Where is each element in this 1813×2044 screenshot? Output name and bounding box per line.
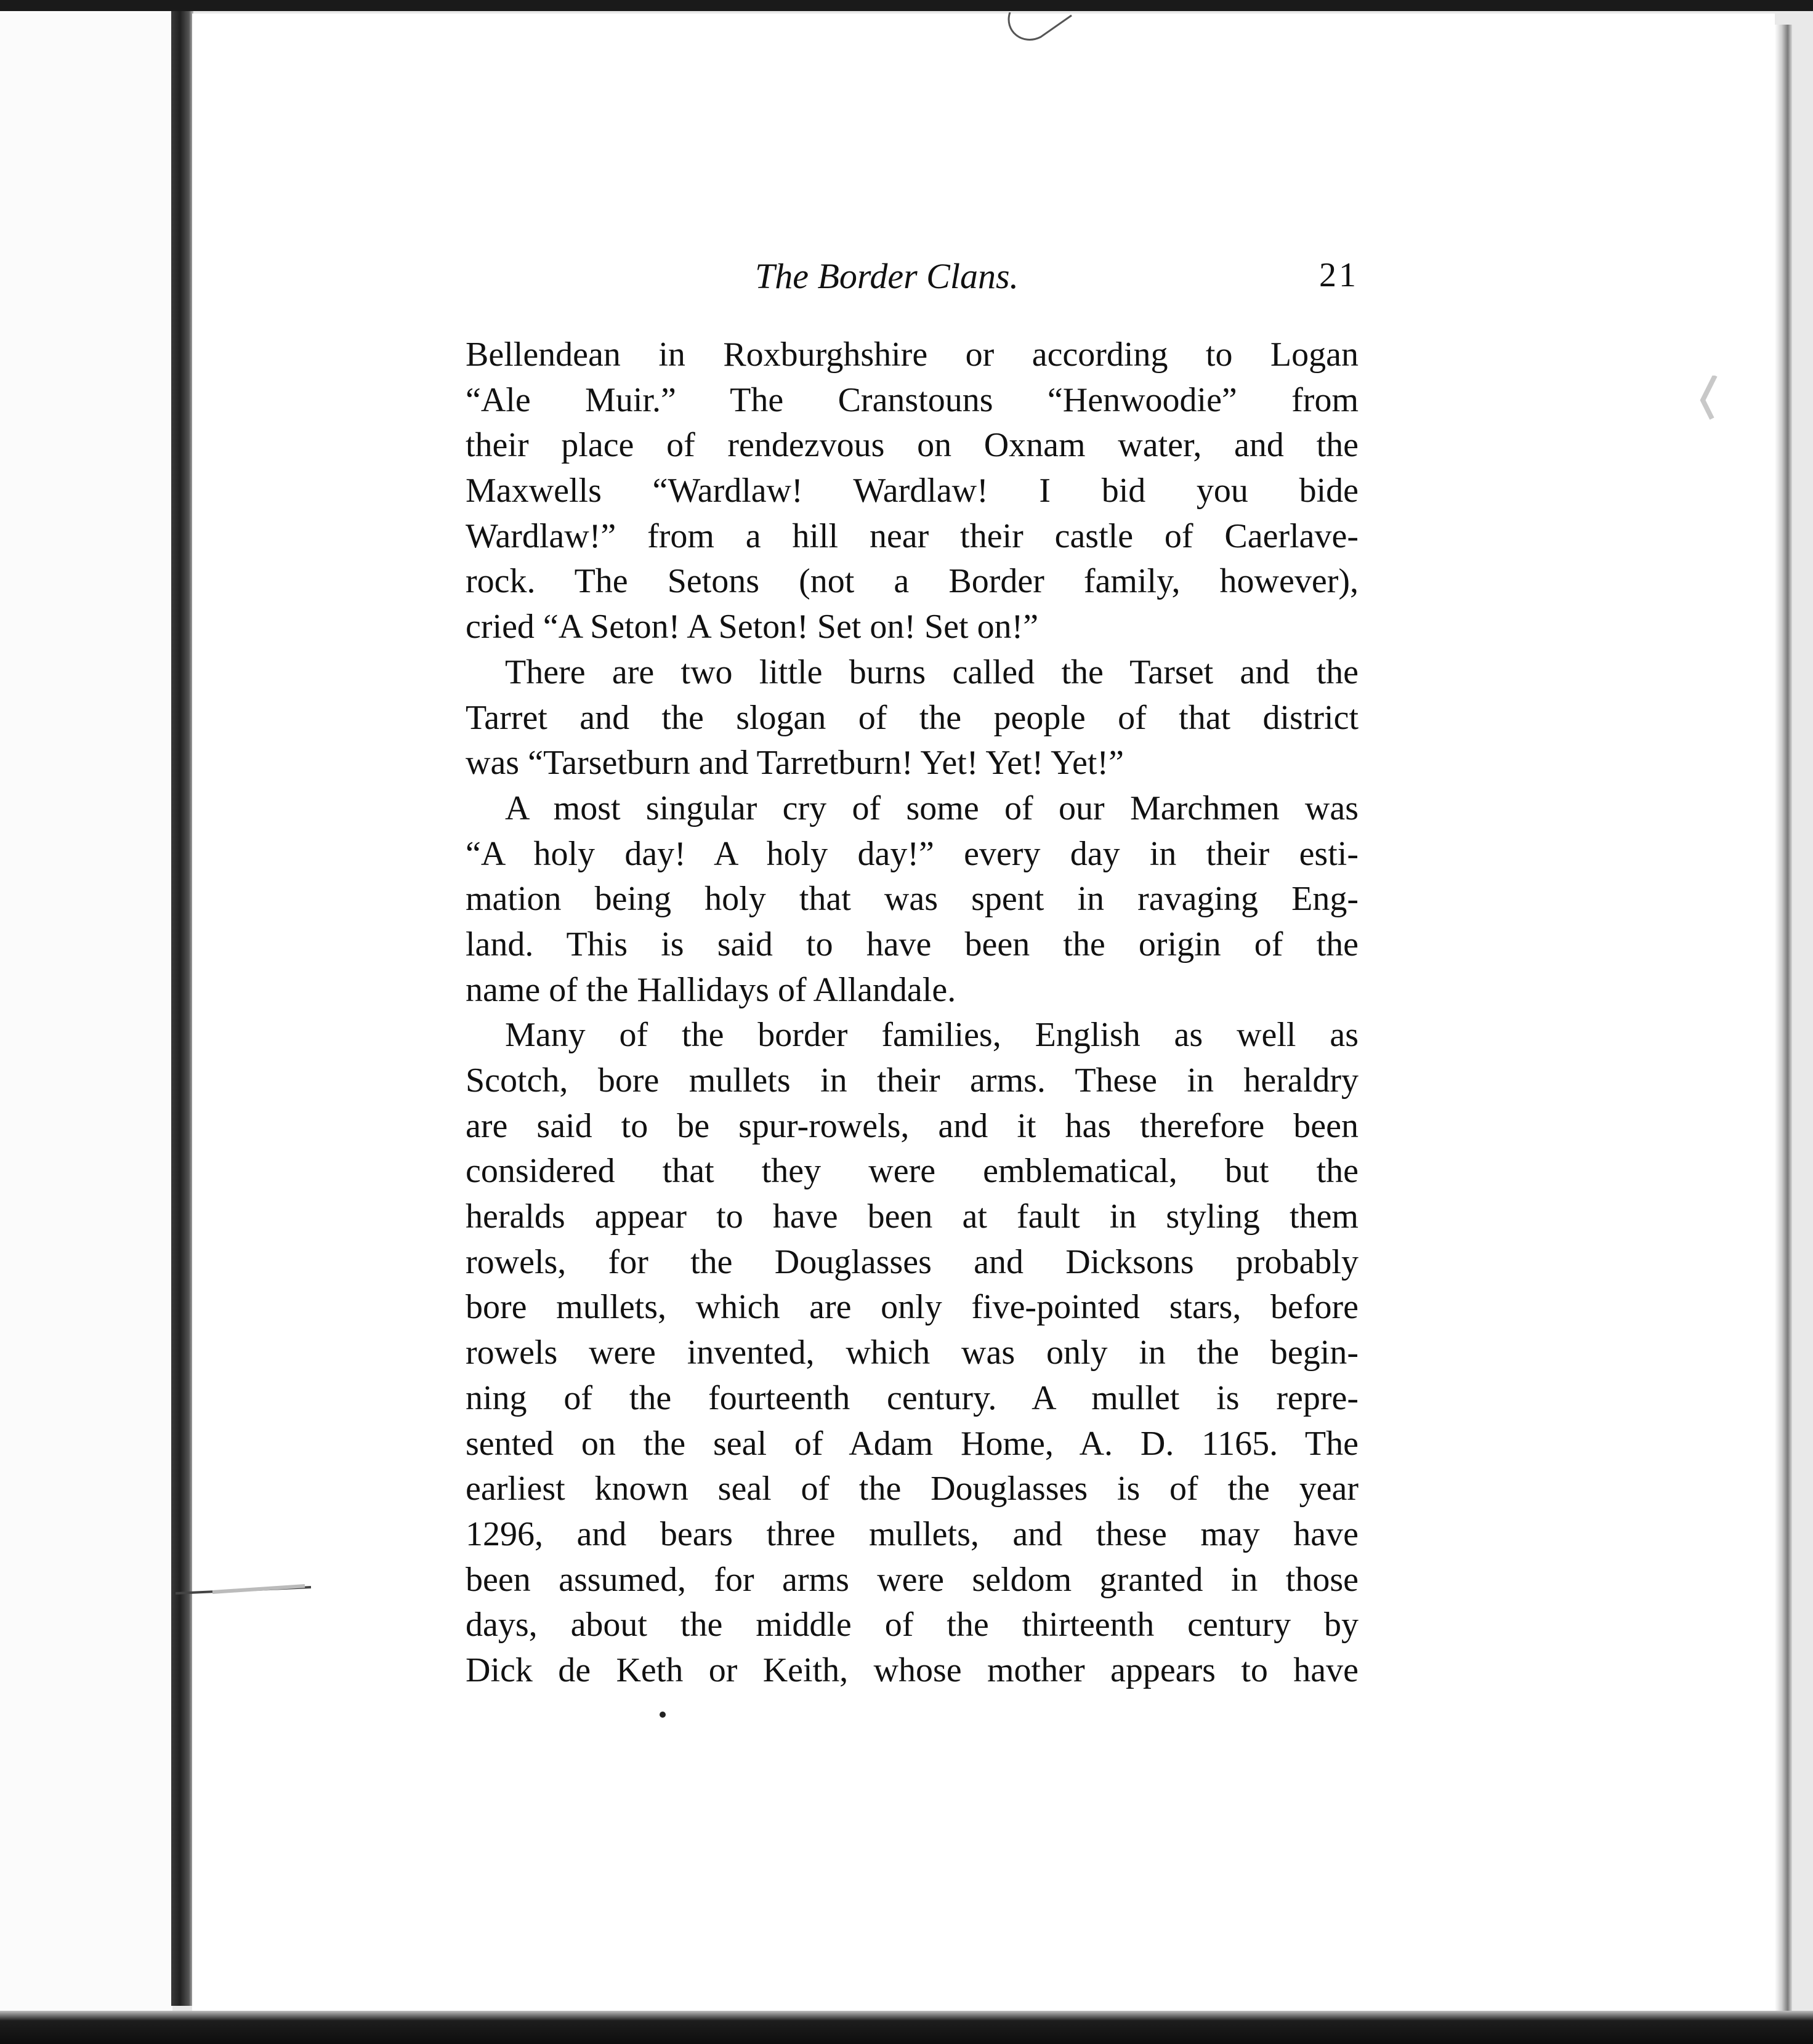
text-line: rowels, for the Douglasses and Dicksons probably: [466, 1242, 1359, 1281]
text-line: sented on the seal of Adam Home, A. D. 1165. The: [466, 1424, 1359, 1463]
text-line: considered that they were emblematical, but the: [466, 1152, 1359, 1191]
previous-page-edge: [0, 11, 172, 2024]
text-line: Dick de Keth or Keith, whose mother appears to have: [466, 1651, 1359, 1689]
book-gutter: [171, 11, 193, 2006]
text-line: 1296, and bears three mullets, and these may have: [466, 1515, 1359, 1553]
text-line: A most singular cry of some of our Marchmen was: [505, 789, 1359, 827]
body-text: [466, 332, 1359, 1694]
text-line: Many of the border families, English as well as: [505, 1016, 1359, 1055]
running-title: The Border Clans.: [755, 256, 1019, 296]
text-line: ning of the fourteenth century. A mullet is repre-: [466, 1378, 1359, 1417]
text-line: bore mullets, which are only five-pointed stars, before: [466, 1288, 1359, 1327]
text-line: Maxwells “Wardlaw! Wardlaw! I bid you bide: [466, 472, 1359, 510]
page-header: [466, 256, 1359, 311]
scan-speck: [660, 1712, 666, 1718]
text-line: name of the Hallidays of Allandale.: [466, 970, 956, 1009]
text-line: Scotch, bore mullets in their arms. These in heraldry: [466, 1061, 1359, 1100]
text-line: Tarret and the slogan of the people of that district: [466, 698, 1359, 737]
text-line: rock. The Setons (not a Border family, however),: [466, 562, 1359, 601]
text-line: land. This is said to have been the origin of the: [466, 925, 1359, 964]
text-line: cried “A Seton! A Seton! Set on! Set on!”: [466, 608, 1039, 646]
text-line: been assumed, for arms were seldom granted in those: [466, 1560, 1359, 1599]
scan-top-edge: [0, 0, 1813, 11]
page-fore-edge: [1775, 25, 1792, 2013]
text-line: their place of rendezvous on Oxnam water, and the: [466, 426, 1359, 465]
scan-artifact-smudge: [176, 1582, 323, 1601]
scan-artifact-arrow: [1690, 376, 1727, 431]
text-line: “A holy day! A holy day!” every day in their esti-: [466, 834, 1359, 873]
text-line: mation being holy that was spent in ravaging Eng-: [466, 880, 1359, 919]
page-number: 21: [1319, 256, 1359, 294]
scan-bottom-edge: [0, 2011, 1813, 2044]
text-line: heralds appear to have been at fault in styling them: [466, 1197, 1359, 1236]
text-line: are said to be spur-rowels, and it has therefore been: [466, 1106, 1359, 1145]
text-line: There are two little burns called the Tarset and the: [505, 653, 1359, 691]
text-line: days, about the middle of the thirteenth century by: [466, 1606, 1359, 1644]
text-line: rowels were invented, which was only in the begin-: [466, 1334, 1359, 1372]
text-line: Bellendean in Roxburghshire or according to Logan: [466, 336, 1359, 374]
text-line: was “Tarsetburn and Tarretburn! Yet! Yet! Yet!”: [466, 744, 1124, 783]
text-line: “Ale Muir.” The Cranstouns “Henwoodie” from: [466, 380, 1359, 419]
text-line: Wardlaw!” from a hill near their castle of Caerlave-: [466, 517, 1359, 555]
scan-artifact-stroke: [998, 12, 1096, 49]
text-line: earliest known seal of the Douglasses is of the year: [466, 1470, 1359, 1508]
